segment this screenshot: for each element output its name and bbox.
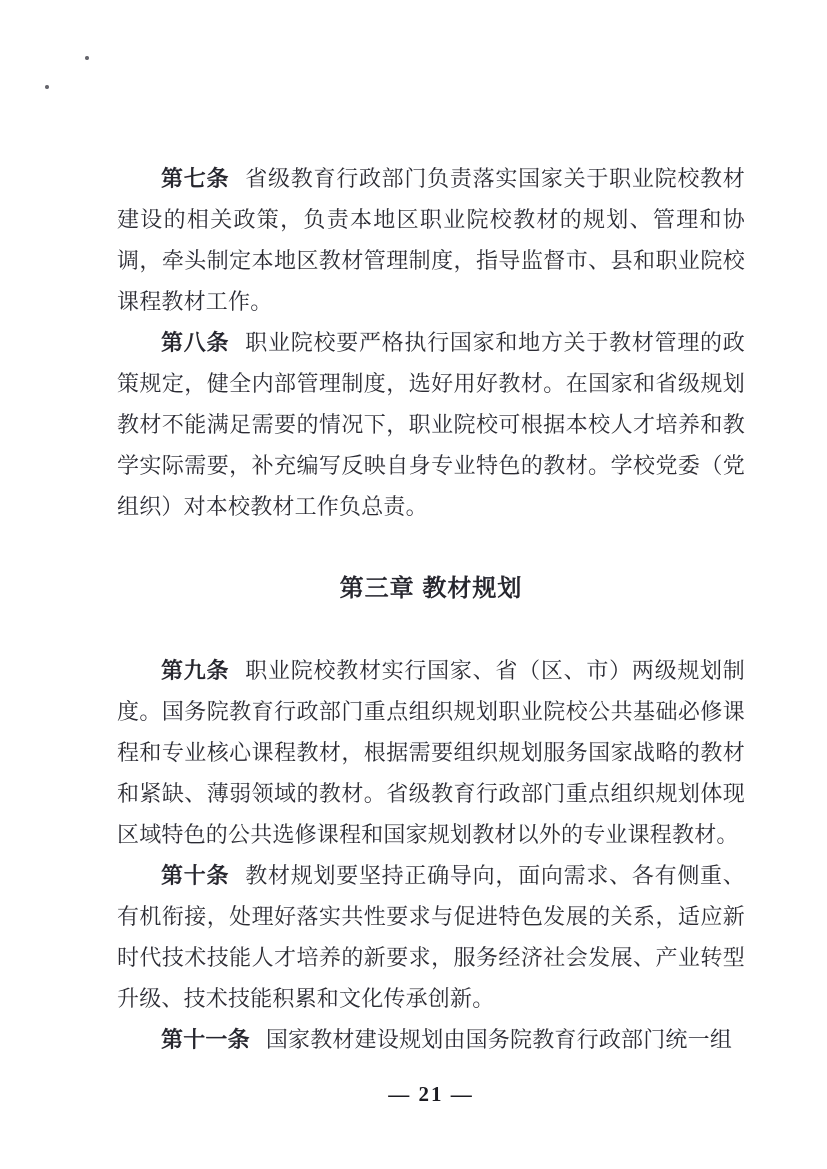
article-paragraph-9	[117, 650, 745, 855]
article-paragraph-7	[117, 158, 745, 322]
page-number: — 21 —	[388, 1082, 474, 1106]
article-number-label: 第十条	[161, 863, 230, 888]
scan-speck	[85, 56, 89, 60]
scan-speck	[45, 85, 49, 89]
article-paragraph-10	[117, 855, 745, 1019]
article-number-label: 第七条	[161, 166, 230, 191]
chapter-heading: 第三章 教材规划	[339, 575, 523, 602]
article-paragraph-11	[117, 1019, 745, 1060]
article-number-label: 第九条	[161, 658, 230, 683]
article-text: 省级教育行政部门负责落实国家关于职业院校教材建设的相关政策，负责本地区职业院校教材的规划、管理和协调，牵头制定本地区教材管理制度，指导监督市、县和职业院校课程教材工作。	[117, 166, 745, 314]
document-body	[117, 158, 745, 1060]
article-paragraph-8	[117, 322, 745, 527]
article-text: 国家教材建设规划由国务院教育行政部门统一组	[265, 1027, 733, 1052]
article-number-label: 第十一条	[161, 1027, 250, 1052]
article-number-label: 第八条	[161, 330, 230, 355]
article-text: 教材规划要坚持正确导向，面向需求、各有侧重、有机衔接，处理好落实共性要求与促进特色发展的关系，适应新时代技术技能人才培养的新要求，服务经济社会发展、产业转型升级、技术技能积累和文化传承创新。	[117, 863, 745, 1011]
article-text: 职业院校教材实行国家、省（区、市）两级规划制度。国务院教育行政部门重点组织规划职业院校公共基础必修课程和专业核心课程教材，根据需要组织规划服务国家战略的教材和紧缺、薄弱领域的教材。省级教育行政部门重点组织规划体现区域特色的公共选修课程和国家规划教材以外的专业课程教材。	[117, 658, 745, 847]
article-text: 职业院校要严格执行国家和地方关于教材管理的政策规定，健全内部管理制度，选好用好教材。在国家和省级规划教材不能满足需要的情况下，职业院校可根据本校人才培养和教学实际需要，补充编写反映自身专业特色的教材。学校党委（党组织）对本校教材工作负总责。	[117, 330, 745, 519]
